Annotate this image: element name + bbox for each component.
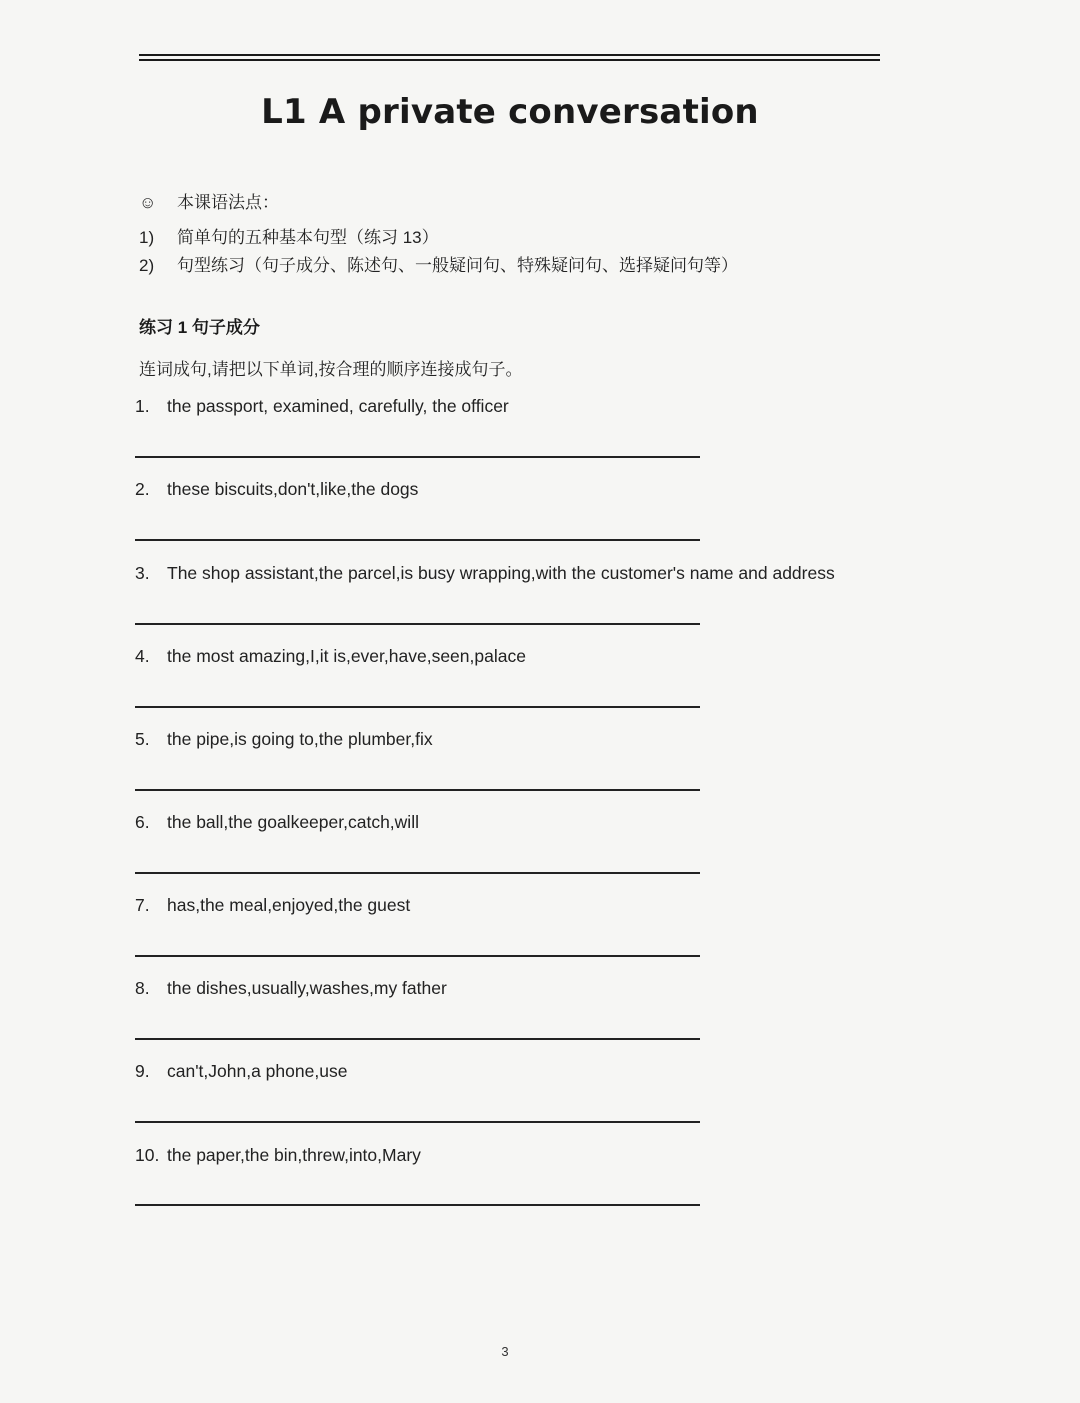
question-text: the passport, examined, carefully, the officer: [167, 396, 509, 416]
question-number: 8.: [135, 978, 150, 998]
grammar-point: [139, 251, 738, 276]
question-text: these biscuits,don't,like,the dogs: [167, 479, 419, 499]
answer-line[interactable]: [135, 456, 700, 458]
question-text: the dishes,usually,washes,my father: [167, 978, 447, 998]
question-item: [135, 1061, 347, 1082]
grammar-point-label: 1): [139, 228, 155, 247]
answer-line[interactable]: [135, 789, 700, 791]
grammar-heading-text: 本课语法点：: [177, 193, 279, 212]
answer-line[interactable]: [135, 1121, 700, 1123]
exercise-title: 练习 1 句子成分: [139, 318, 260, 337]
question-text: The shop assistant,the parcel,is busy wrapping,with the customer's name and address: [167, 563, 835, 583]
question-number: 5.: [135, 729, 150, 749]
question-item: [135, 895, 410, 916]
page-title: L1 A private conversation: [261, 92, 759, 132]
question-text: the most amazing,I,it is,ever,have,seen,palace: [167, 646, 526, 666]
question-number: 2.: [135, 479, 150, 499]
question-number: 10.: [135, 1145, 160, 1165]
question-number: 4.: [135, 646, 150, 666]
question-number: 6.: [135, 812, 150, 832]
grammar-point-text: 句型练习（句子成分、陈述句、一般疑问句、特殊疑问句、选择疑问句等）: [177, 256, 738, 275]
question-item: [135, 1145, 421, 1166]
question-text: the pipe,is going to,the plumber,fix: [167, 729, 433, 749]
question-text: can't,John,a phone,use: [167, 1061, 348, 1081]
question-text: the paper,the bin,threw,into,Mary: [167, 1145, 421, 1165]
answer-line[interactable]: [135, 955, 700, 957]
question-item: [135, 563, 835, 584]
answer-line[interactable]: [135, 623, 700, 625]
answer-line[interactable]: [135, 1204, 700, 1206]
answer-line[interactable]: [135, 706, 700, 708]
exercise-instruction: 连词成句,请把以下单词,按合理的顺序连接成句子。: [139, 360, 523, 379]
question-number: 3.: [135, 563, 150, 583]
top-rule-thin: [139, 59, 880, 61]
smiley-icon: ☺: [139, 193, 157, 212]
question-item: [135, 812, 419, 833]
question-item: [135, 978, 447, 999]
question-item: [135, 646, 526, 667]
answer-line[interactable]: [135, 539, 700, 541]
answer-line[interactable]: [135, 1038, 700, 1040]
grammar-point-label: 2): [139, 256, 155, 275]
answer-line[interactable]: [135, 872, 700, 874]
question-item: [135, 396, 509, 417]
question-item: [135, 479, 418, 500]
grammar-point-text: 简单句的五种基本句型（练习 13）: [177, 228, 439, 247]
question-text: has,the meal,enjoyed,the guest: [167, 895, 411, 915]
question-number: 9.: [135, 1061, 150, 1081]
question-text: the ball,the goalkeeper,catch,will: [167, 812, 419, 832]
page-number: 3: [501, 1344, 509, 1359]
question-number: 1.: [135, 396, 150, 416]
top-rule: [139, 54, 880, 56]
question-number: 7.: [135, 895, 150, 915]
grammar-heading: [139, 188, 279, 213]
grammar-point: [139, 223, 439, 248]
question-item: [135, 729, 433, 750]
